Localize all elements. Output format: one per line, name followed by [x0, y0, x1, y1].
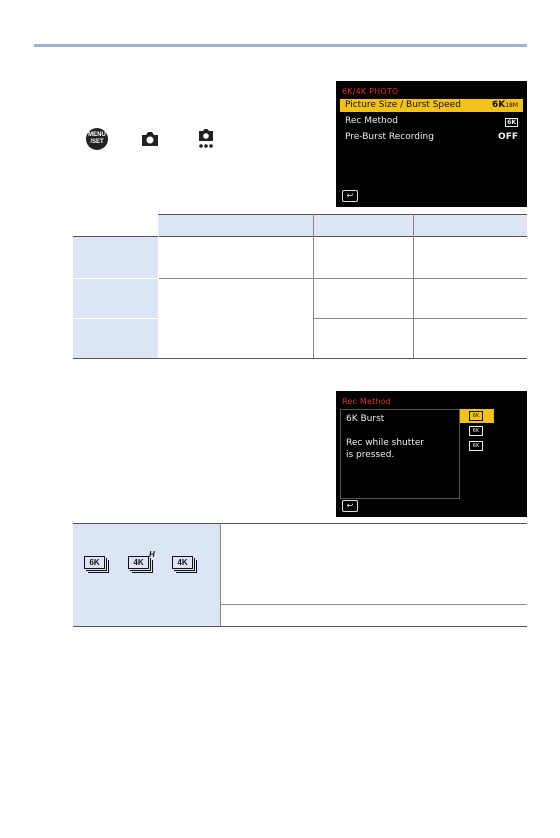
option-6k-burst[interactable] — [460, 409, 494, 423]
rec-method-screen — [336, 391, 527, 517]
burst-6k-icon: 6K — [469, 411, 483, 421]
rec-method-title: Rec Method — [342, 397, 392, 406]
burst-start-stop-icon: 6K — [469, 426, 483, 436]
table-header-row — [158, 214, 527, 236]
menu-item-rec-method[interactable]: Rec Method 6K — [345, 116, 516, 126]
pre-burst-icon: 6K — [469, 441, 483, 451]
mode-description-line-1: Rec while shutter — [346, 438, 425, 448]
mode-description-line-2: is pressed. — [346, 450, 395, 460]
burst-6k-icon: 6K — [507, 119, 516, 126]
camera-icon — [140, 130, 160, 148]
table-row-label-3 — [73, 318, 158, 358]
mode-name: 6K Burst — [346, 414, 385, 424]
burst-4k-icon: 4K — [172, 556, 198, 574]
option-6k-burst-start-stop[interactable] — [460, 424, 494, 438]
back-icon[interactable]: ↩ — [342, 190, 358, 202]
table-row-label-1 — [73, 236, 158, 278]
camera-settings-icon — [196, 128, 216, 150]
camera-menu-screen — [336, 81, 527, 207]
menu-set-icon: MENU /SET — [86, 128, 108, 150]
table-row-label-2 — [73, 278, 158, 318]
menu-title: 6K/4K PHOTO — [342, 87, 399, 96]
back-icon[interactable]: ↩ — [342, 500, 358, 512]
menu-item-picture-size[interactable]: Picture Size / Burst Speed 6K18M — [340, 99, 523, 112]
option-pre-burst[interactable] — [460, 439, 494, 453]
burst-4k-h-icon: 4K H — [128, 556, 156, 574]
burst-6k-icon: 6K — [84, 556, 110, 574]
top-rule — [34, 44, 527, 47]
description-panel — [340, 409, 460, 499]
menu-item-pre-burst[interactable]: Pre-Burst Recording OFF — [345, 132, 518, 142]
picture-size-value: 6K18M — [491, 100, 518, 110]
burst-icons-cell — [73, 523, 220, 626]
